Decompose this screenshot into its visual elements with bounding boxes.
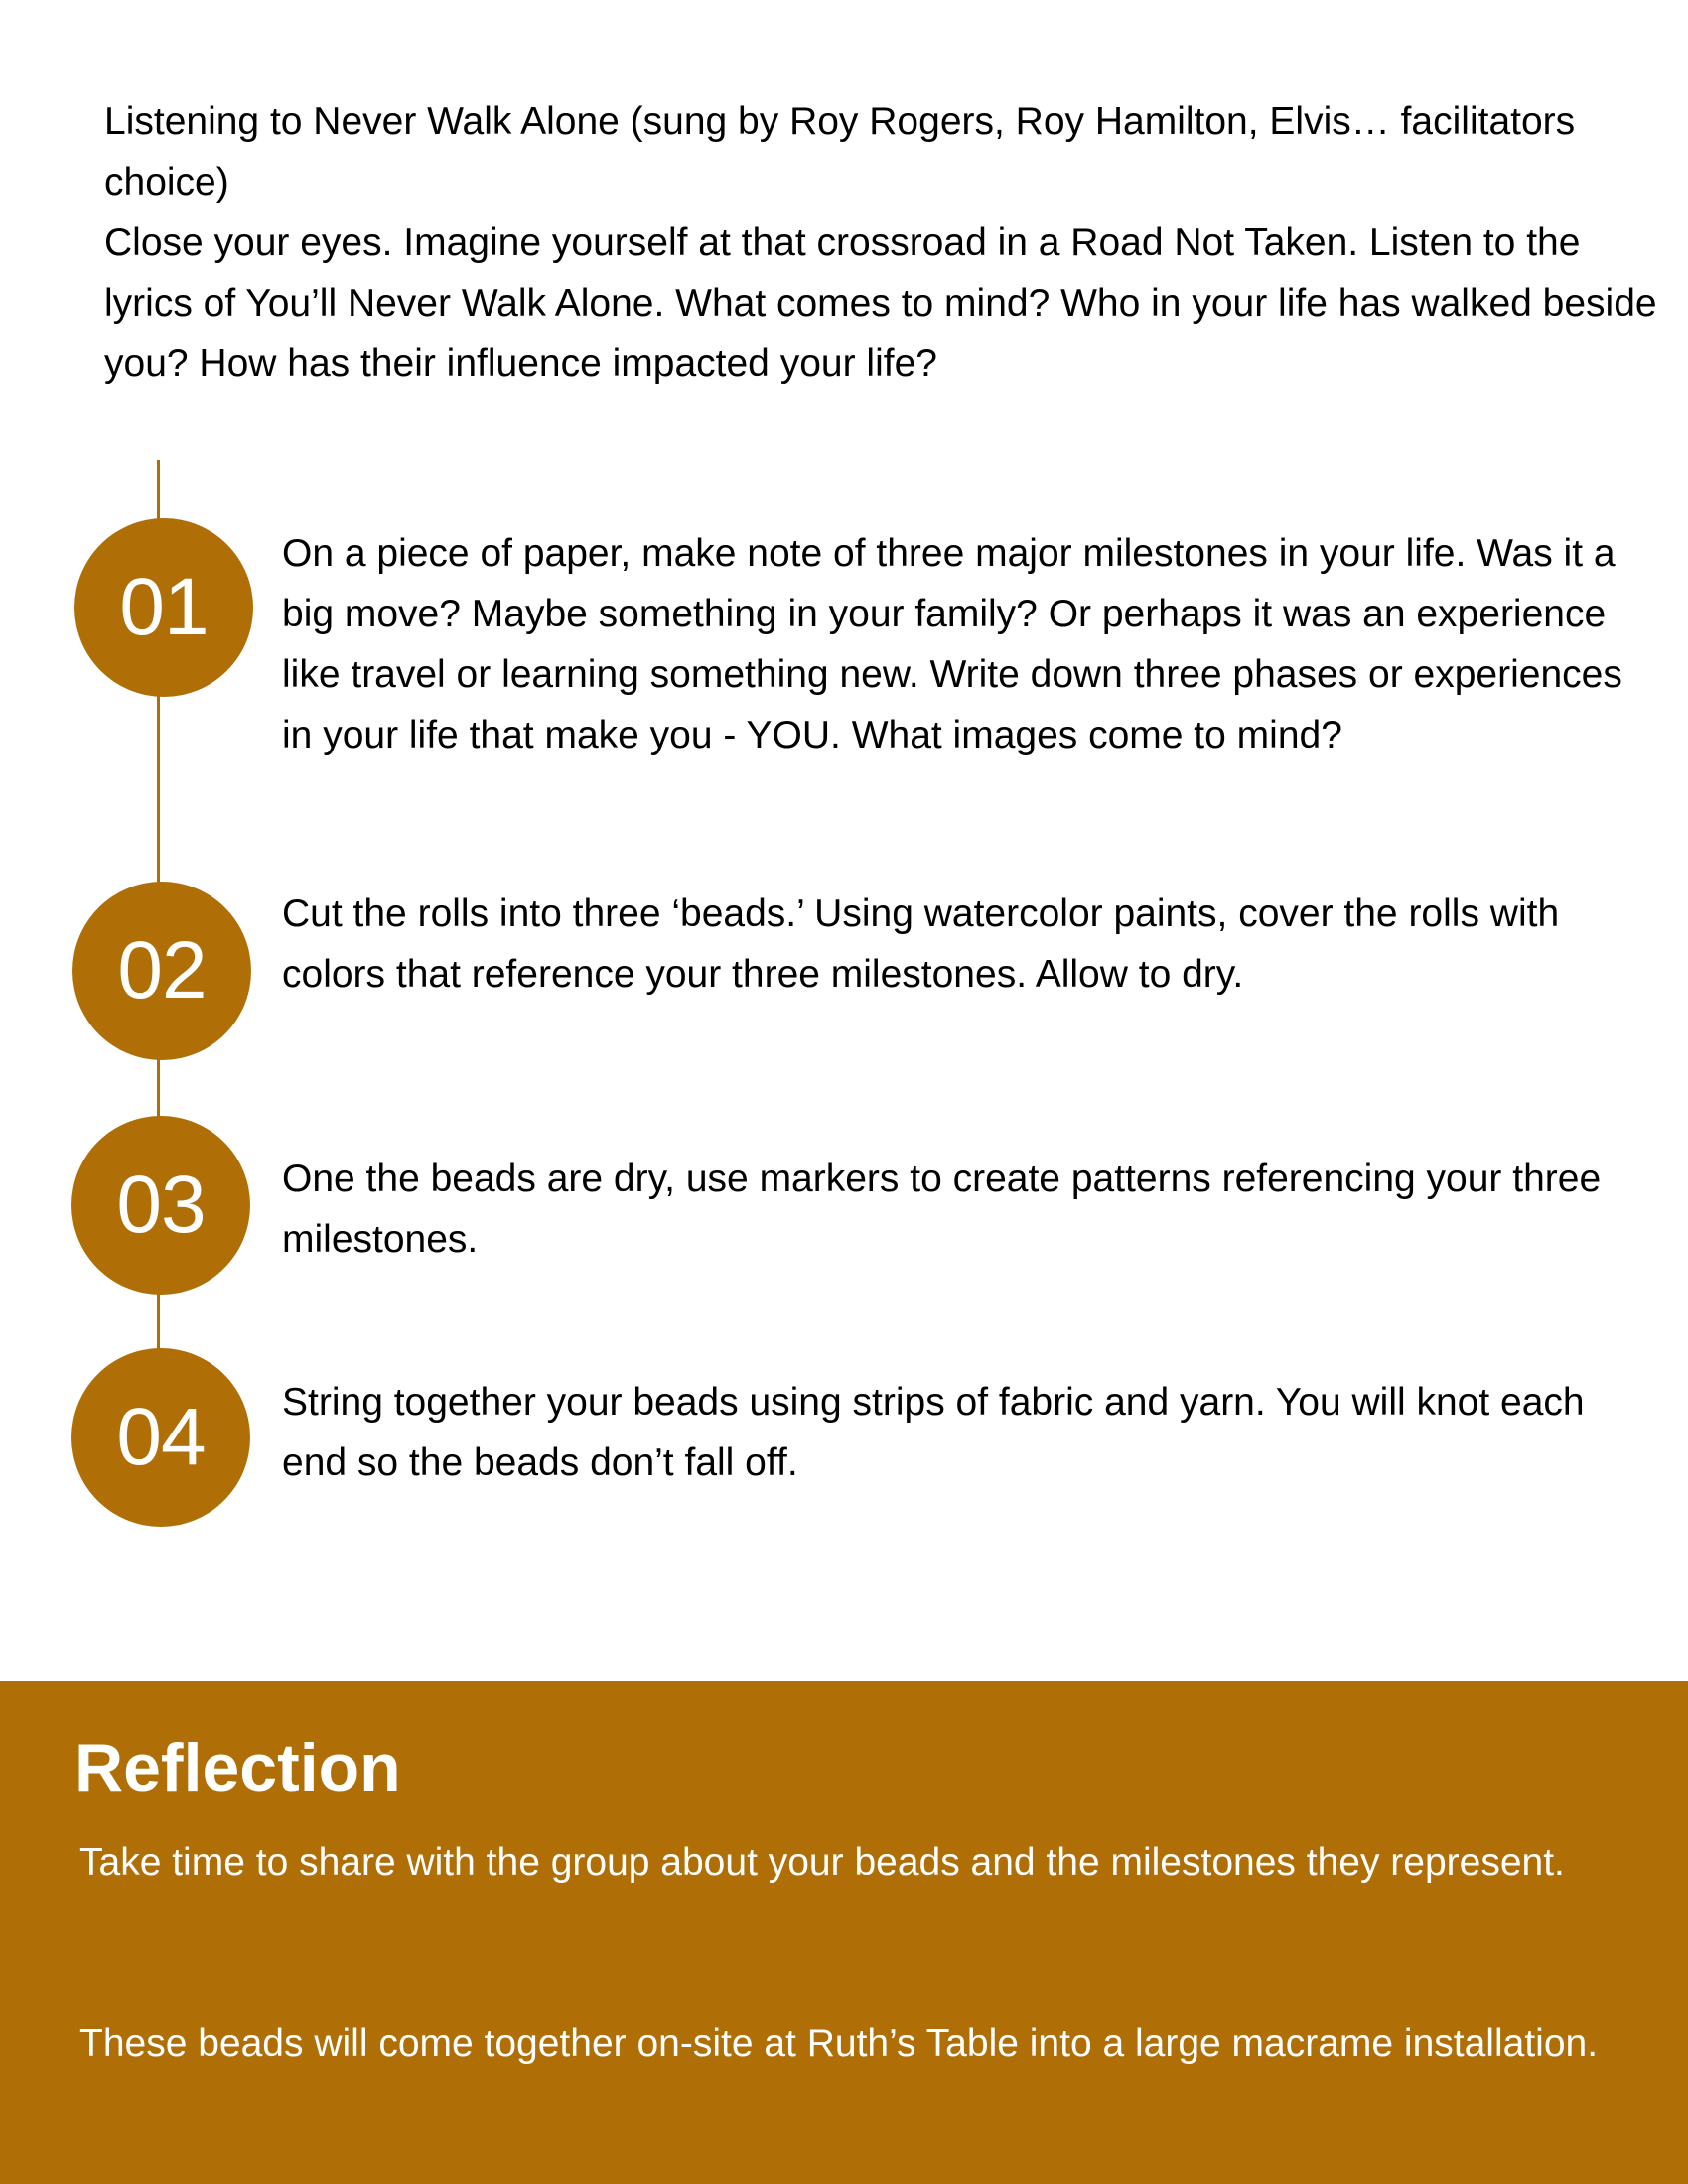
- step-text: One the beads are dry, use markers to create patterns referencing your three milestones.: [282, 1158, 1602, 1261]
- reflection-paragraph: Take time to share with the group about your beads and the milestones they represent.: [79, 1842, 1565, 1884]
- reflection-paragraph: These beads will come together on-site at Ruth’s Table into a large macrame installation.: [79, 2022, 1599, 2065]
- intro-text: [104, 91, 1663, 394]
- reflection-section: [0, 1681, 1688, 2184]
- intro-instructions: Close your eyes. Imagine yourself at that crossroad in a Road Not Taken. Listen to the lyrics of You’ll Never Walk Alone. What comes to mind? Who in your life has walked beside you? How has their influence impacted your life?: [104, 221, 1657, 385]
- step-text: String together your beads using strips of fabric and yarn. You will knot each end so the beads don’t fall off.: [282, 1381, 1585, 1484]
- intro-song-line: Listening to Never Walk Alone (sung by Roy Rogers, Roy Hamilton, Elvis… facilitators choice): [104, 100, 1576, 204]
- step-number-badge: 04: [71, 1348, 250, 1527]
- step-number-badge: 03: [71, 1116, 250, 1295]
- reflection-title: Reflection: [74, 1730, 401, 1806]
- step-text: On a piece of paper, make note of three major milestones in your life. Was it a big move? Maybe something in your family? Or perhaps it was an experience like travel or learning something new. Write down three phases or experiences in your life that make you - YOU. What images come to mind?: [282, 532, 1622, 756]
- step-number-badge: 02: [72, 882, 251, 1060]
- step-number-badge: 01: [74, 518, 253, 697]
- step-text: Cut the rolls into three ‘beads.’ Using watercolor paints, cover the rolls with colors that reference your three milestones. Allow to dry.: [282, 892, 1560, 996]
